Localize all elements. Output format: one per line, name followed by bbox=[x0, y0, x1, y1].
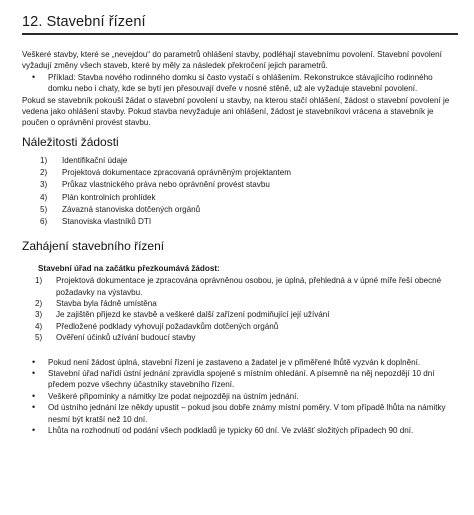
heading-zahajeni: Zahájení stavebního řízení bbox=[22, 239, 165, 254]
list-text: Průkaz vlastnického práva nebo oprávnění provést stavbu bbox=[62, 180, 270, 190]
list-number: 4) bbox=[40, 192, 48, 202]
bullet-item: • Stavební úřad nařídí ústní jednání zpravidla spojené s místním ohledání. A písemně na něj nepozdějí 10 dní předem pozve všechny účastníky stavebního řízení. bbox=[22, 368, 458, 391]
list-number: 2) bbox=[40, 168, 48, 178]
list-item bbox=[22, 192, 458, 204]
heading-nalezitosti: Náležitosti žádosti bbox=[22, 135, 119, 149]
list-number: 6) bbox=[40, 217, 48, 227]
list-item bbox=[22, 216, 458, 228]
list-number: 5) bbox=[40, 204, 48, 214]
list-text: Ověření účinků užívání budoucí stavby bbox=[56, 333, 196, 343]
list-item bbox=[22, 298, 458, 309]
list-number: 1) bbox=[35, 276, 43, 286]
list-number: 3) bbox=[40, 180, 48, 190]
document-page bbox=[22, 14, 458, 437]
list-text: Stanoviska vlastníků DTI bbox=[62, 217, 152, 227]
list-item bbox=[22, 332, 458, 343]
bullet-item: • Lhůta na rozhodnutí od podání všech podkladů je typicky 60 dní. Ve zvlášť složitých případech 90 dní. bbox=[22, 425, 458, 436]
list-text: Stavba byla řádně umístěna bbox=[56, 299, 157, 309]
nalezitosti-list bbox=[22, 155, 458, 228]
list-item bbox=[22, 321, 458, 332]
list-number: 5) bbox=[35, 333, 43, 343]
list-text: Je zajištěn přijezd ke stavbě a veškeré další zařízení podmiňující její užívání bbox=[56, 310, 330, 320]
list-text: Projektová dokumentace je zpracována oprávněnou osobou, je úplná, přehledná a v úpné míře řeší obecné požadavky na výstavbu. bbox=[56, 276, 442, 297]
list-number: 4) bbox=[35, 321, 43, 331]
list-item bbox=[22, 167, 458, 179]
list-item bbox=[22, 309, 458, 320]
list-item bbox=[22, 155, 458, 167]
list-number: 1) bbox=[40, 156, 48, 165]
list-text: Závazná stanoviska dotčených orgánů bbox=[62, 204, 201, 214]
list-item bbox=[22, 275, 458, 298]
example-item: • Příklad: Stavba nového rodinného domku si často vystačí s ohlášením. Rekonstrukce stávajícího rodinného domku nebo i chaty, kde se bytí jen přesouvají dveře v nosné stěně, už ale vyžaduje stavební povolení. bbox=[22, 72, 458, 94]
page-title: 12. Stavební řízení bbox=[22, 14, 458, 35]
list-number: 3) bbox=[35, 310, 43, 320]
bullet-item: • Od ústního jednání lze někdy upustit – pokud jsou dobře známy místní poměry. V tom případě lhůta na námitky nesmí být kratší než 10 dní. bbox=[22, 402, 458, 425]
list-item bbox=[22, 179, 458, 191]
intro-paragraph: Veškeré stavby, které se „nevejdou“ do parametrů ohlášení stavby, podléhají stavebnímu povolení. Stavební povolení vyžadují změny všech staveb, které by měly za následek překročení jejich parametrů. bbox=[22, 50, 442, 70]
example-list bbox=[22, 72, 458, 94]
list-text: Plán kontrolních prohlídek bbox=[62, 192, 156, 202]
bullet-item: • Pokud není žádost úplná, stavební řízení je zastaveno a žadatel je v přiměřené lhůtě vyzván k doplnění. bbox=[22, 357, 458, 368]
list-item bbox=[22, 204, 458, 216]
list-text: Identifikační údaje bbox=[62, 156, 128, 165]
bullet-item: • Veškeré připomínky a námitky lze podat nejpozději na ústním jednání. bbox=[22, 391, 458, 402]
list-number: 2) bbox=[35, 299, 43, 309]
paragraph-ohlaseni: Pokud se stavebník pokouší žádat o stavební povolení u stavby, na kterou stačí ohlášení, žádost o stavební povolení je vedena jako ohlášení stavby. Pokud stavba nevyžaduje ani ohlášení, žádost je stavebníkovi vrácena a stavebník je poučen o oprávnění provést stavbu. bbox=[22, 96, 450, 127]
prezkoumani-list bbox=[22, 275, 458, 343]
subheading-prezkoumani: Stavební úřad na začátku přezkoumává žádost: bbox=[38, 264, 220, 274]
list-text: Předložené podklady vyhovují požadavkům dotčených orgánů bbox=[56, 321, 279, 331]
list-text: Projektová dokumentace zpracovaná oprávněným projektantem bbox=[62, 168, 292, 178]
rizeni-bullet-list bbox=[22, 357, 458, 437]
